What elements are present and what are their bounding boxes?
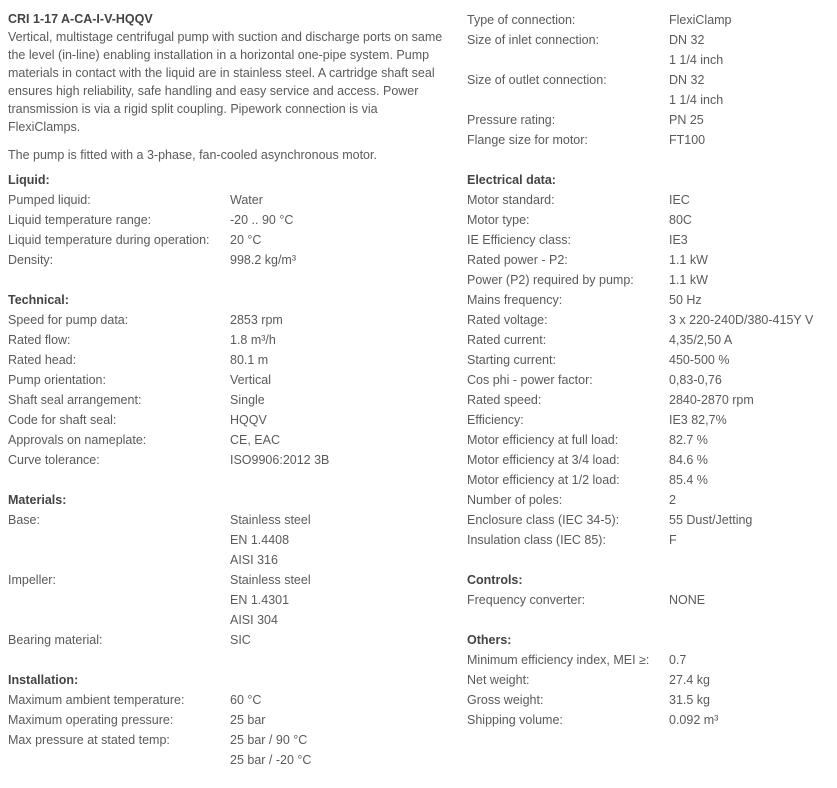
spec-value: 1.1 kW [669, 253, 708, 267]
spec-value: AISI 304 [230, 613, 278, 627]
spec-value: FT100 [669, 133, 706, 147]
spec-value: 450-500 % [669, 353, 730, 367]
spec-value: -20 .. 90 °C [230, 213, 294, 227]
spec-label: Speed for pump data: [8, 313, 129, 327]
spec-row [467, 250, 832, 270]
section-heading: Electrical data: [467, 173, 556, 187]
spec-label: Rated speed: [467, 393, 542, 407]
spec-row [467, 330, 832, 350]
spec-row [467, 210, 832, 230]
spec-label: Motor efficiency at 1/2 load: [467, 473, 620, 487]
spec-value: 82.7 % [669, 433, 708, 447]
section-spacer [467, 610, 832, 630]
spec-label: Cos phi - power factor: [467, 373, 593, 387]
spec-value: Stainless steel [230, 513, 311, 527]
spec-value: FlexiClamp [669, 13, 732, 27]
spec-label: Motor type: [467, 213, 530, 227]
spec-value: AISI 316 [230, 553, 278, 567]
spec-value: 2853 rpm [230, 313, 283, 327]
spec-values [230, 630, 251, 650]
spec-values [230, 570, 311, 630]
spec-label: Pumped liquid: [8, 193, 91, 207]
spec-label: Flange size for motor: [467, 133, 588, 147]
spec-values [230, 210, 293, 230]
spec-values [669, 350, 729, 370]
spec-row [467, 290, 832, 310]
spec-value: EN 1.4301 [230, 593, 290, 607]
spec-row [8, 630, 448, 650]
spec-label: Mains frequency: [467, 293, 563, 307]
right-column [467, 10, 832, 730]
section-heading: Materials: [8, 493, 67, 507]
spec-value: PN 25 [669, 113, 704, 127]
spec-row [8, 730, 448, 770]
spec-label: Pump orientation: [8, 373, 106, 387]
spec-value: 25 bar / 90 °C [230, 733, 308, 747]
spec-row [467, 430, 832, 450]
spec-label: Liquid temperature range: [8, 213, 152, 227]
spec-values [230, 430, 280, 450]
spec-values [669, 710, 718, 730]
spec-value: 25 bar / -20 °C [230, 753, 312, 767]
spec-value: 80C [669, 213, 692, 227]
spec-value: F [669, 533, 677, 547]
spec-values [669, 30, 723, 70]
spec-row [8, 310, 448, 330]
spec-values [669, 650, 686, 670]
spec-value: HQQV [230, 413, 267, 427]
spec-row [8, 330, 448, 350]
spec-row [467, 690, 832, 710]
spec-value: IE3 [669, 233, 688, 247]
spec-value: 85.4 % [669, 473, 708, 487]
spec-label: Base: [8, 513, 40, 527]
spec-value: ISO9906:2012 3B [230, 453, 330, 467]
spec-value: 1.1 kW [669, 273, 708, 287]
spec-value: DN 32 [669, 33, 705, 47]
spec-value: Single [230, 393, 265, 407]
spec-row [8, 230, 448, 250]
spec-row [8, 410, 448, 430]
spec-values [230, 250, 296, 270]
spec-values [669, 390, 754, 410]
spec-values [669, 270, 708, 290]
spec-row [8, 450, 448, 470]
spec-values [230, 330, 276, 350]
spec-value: 55 Dust/Jetting [669, 513, 753, 527]
spec-values [669, 470, 708, 490]
spec-value: 0.092 m³ [669, 713, 719, 727]
spec-value: 50 Hz [669, 293, 702, 307]
section-spacer [467, 550, 832, 570]
spec-value: 20 °C [230, 233, 262, 247]
spec-label: Pressure rating: [467, 113, 556, 127]
spec-value: 3 x 220-240D/380-415Y V [669, 313, 814, 327]
spec-value: 84.6 % [669, 453, 708, 467]
spec-label: Density: [8, 253, 54, 267]
section-spacer [8, 650, 448, 670]
spec-label: Rated power - P2: [467, 253, 568, 267]
section-spacer [8, 470, 448, 490]
connection-specs [467, 10, 832, 150]
spec-values [230, 390, 265, 410]
spec-label: Maximum ambient temperature: [8, 693, 185, 707]
section-heading: Liquid: [8, 173, 50, 187]
spec-row [467, 190, 832, 210]
spec-label: IE Efficiency class: [467, 233, 571, 247]
spec-values [669, 230, 688, 250]
spec-value: 1.8 m³/h [230, 333, 276, 347]
spec-row [8, 250, 448, 270]
spec-value: Vertical [230, 373, 271, 387]
spec-values [669, 450, 708, 470]
spec-label: Minimum efficiency index, MEI ≥: [467, 653, 650, 667]
section-heading: Technical: [8, 293, 69, 307]
product-title: CRI 1-17 A-CA-I-V-HQQV [8, 12, 153, 26]
spec-row [467, 230, 832, 250]
spec-values [669, 190, 690, 210]
spec-value: NONE [669, 593, 706, 607]
spec-values [669, 210, 692, 230]
spec-row [467, 510, 832, 530]
spec-values [230, 230, 261, 250]
spec-value: 998.2 kg/m³ [230, 253, 297, 267]
spec-label: Size of inlet connection: [467, 33, 600, 47]
spec-values [230, 510, 311, 570]
spec-row [467, 310, 832, 330]
spec-label: Rated current: [467, 333, 547, 347]
spec-row [467, 30, 832, 70]
spec-value: 1 1/4 inch [669, 93, 724, 107]
spec-row [467, 110, 832, 130]
spec-values [669, 530, 677, 550]
spec-row [8, 390, 448, 410]
spec-values [230, 310, 283, 330]
spec-values [669, 490, 676, 510]
spec-values [669, 690, 710, 710]
spec-row [467, 470, 832, 490]
left-spec-sections [8, 170, 448, 770]
spec-row [467, 370, 832, 390]
spec-values [669, 410, 727, 430]
spec-label: Rated head: [8, 353, 77, 367]
spec-value: 27.4 kg [669, 673, 711, 687]
left-column [8, 10, 448, 770]
spec-values [669, 510, 752, 530]
spec-label: Type of connection: [467, 13, 576, 27]
spec-values [669, 430, 708, 450]
spec-values [230, 690, 261, 710]
spec-row [467, 350, 832, 370]
spec-label: Gross weight: [467, 693, 544, 707]
spec-label: Max pressure at stated temp: [8, 733, 170, 747]
spec-value: 60 °C [230, 693, 262, 707]
spec-row [467, 390, 832, 410]
spec-value: Water [230, 193, 263, 207]
spec-row [8, 510, 448, 570]
spec-label: Maximum operating pressure: [8, 713, 174, 727]
spec-row [467, 670, 832, 690]
spec-row [467, 410, 832, 430]
spec-value: CE, EAC [230, 433, 281, 447]
spec-value: IE3 82,7% [669, 413, 727, 427]
spec-values [669, 370, 722, 390]
spec-label: Motor efficiency at full load: [467, 433, 619, 447]
spec-label: Motor efficiency at 3/4 load: [467, 453, 620, 467]
spec-row [467, 270, 832, 290]
spec-values [669, 310, 813, 330]
spec-value: 25 bar [230, 713, 266, 727]
spec-label: Motor standard: [467, 193, 555, 207]
spec-value: DN 32 [669, 73, 705, 87]
section-spacer [8, 270, 448, 290]
spec-row [8, 710, 448, 730]
spec-value: 0,83-0,76 [669, 373, 722, 387]
spec-value: 80.1 m [230, 353, 269, 367]
spec-value: 31.5 kg [669, 693, 711, 707]
spec-label: Curve tolerance: [8, 453, 100, 467]
spec-label: Efficiency: [467, 413, 524, 427]
spec-label: Insulation class (IEC 85): [467, 533, 606, 547]
spec-values [669, 250, 708, 270]
spec-label: Shipping volume: [467, 713, 563, 727]
spec-values [230, 730, 311, 770]
spec-row [467, 10, 832, 30]
spec-row [467, 590, 832, 610]
right-spec-sections [467, 150, 832, 730]
spec-row [8, 370, 448, 390]
spec-row [467, 130, 832, 150]
spec-label: Rated voltage: [467, 313, 548, 327]
spec-row [467, 710, 832, 730]
spec-label: Shaft seal arrangement: [8, 393, 142, 407]
spec-values [230, 410, 267, 430]
spec-values [230, 370, 271, 390]
spec-row [8, 210, 448, 230]
spec-row [8, 430, 448, 450]
section-heading: Others: [467, 633, 512, 647]
spec-label: Approvals on nameplate: [8, 433, 147, 447]
spec-values [230, 710, 265, 730]
motor-note: The pump is fitted with a 3-phase, fan-cooled asynchronous motor. [8, 148, 377, 162]
spec-label: Power (P2) required by pump: [467, 273, 634, 287]
spec-row [467, 450, 832, 470]
spec-value: 0.7 [669, 653, 687, 667]
spec-label: Code for shaft seal: [8, 413, 117, 427]
spec-label: Enclosure class (IEC 34-5): [467, 513, 620, 527]
spec-value: EN 1.4408 [230, 533, 290, 547]
section-heading: Installation: [8, 673, 79, 687]
spec-values [669, 70, 723, 110]
spec-label: Starting current: [467, 353, 556, 367]
spec-values [669, 10, 732, 30]
spec-label: Size of outlet connection: [467, 73, 607, 87]
spec-values [669, 670, 710, 690]
spec-value: 2 [669, 493, 676, 507]
spec-row [467, 530, 832, 550]
spec-values [669, 290, 702, 310]
spec-label: Net weight: [467, 673, 530, 687]
spec-row [467, 490, 832, 510]
spec-values [669, 130, 705, 150]
spec-label: Bearing material: [8, 633, 103, 647]
spec-values [230, 450, 329, 470]
spec-value: 1 1/4 inch [669, 53, 724, 67]
spec-value: 2840-2870 rpm [669, 393, 754, 407]
spec-values [230, 190, 263, 210]
spec-value: SIC [230, 633, 251, 647]
spec-value: IEC [669, 193, 690, 207]
spec-label: Liquid temperature during operation: [8, 233, 210, 247]
spec-label: Impeller: [8, 573, 56, 587]
section-spacer [467, 150, 832, 170]
spec-label: Frequency converter: [467, 593, 586, 607]
spec-row [8, 570, 448, 630]
section-heading: Controls: [467, 573, 523, 587]
spec-row [467, 650, 832, 670]
spec-row [8, 350, 448, 370]
product-description: Vertical, multistage centrifugal pump with suction and discharge ports on same the level (in-line) enabling installation in a horizontal one-pipe system. Pump materials in contact with the liquid are in stainless steel. A cartridge shaft seal ensures high reliability, safe handling and easy service and access. Power transmission is via a rigid split coupling. Pipework connection is via FlexiClamps. [8, 30, 443, 134]
spec-value: Stainless steel [230, 573, 311, 587]
spec-row [8, 190, 448, 210]
spec-label: Rated flow: [8, 333, 71, 347]
spec-values [669, 110, 704, 130]
spec-values [669, 330, 732, 350]
spec-label: Number of poles: [467, 493, 563, 507]
spec-row [8, 690, 448, 710]
spec-values [230, 350, 268, 370]
spec-value: 4,35/2,50 A [669, 333, 733, 347]
spec-values [669, 590, 705, 610]
spec-row [467, 70, 832, 110]
